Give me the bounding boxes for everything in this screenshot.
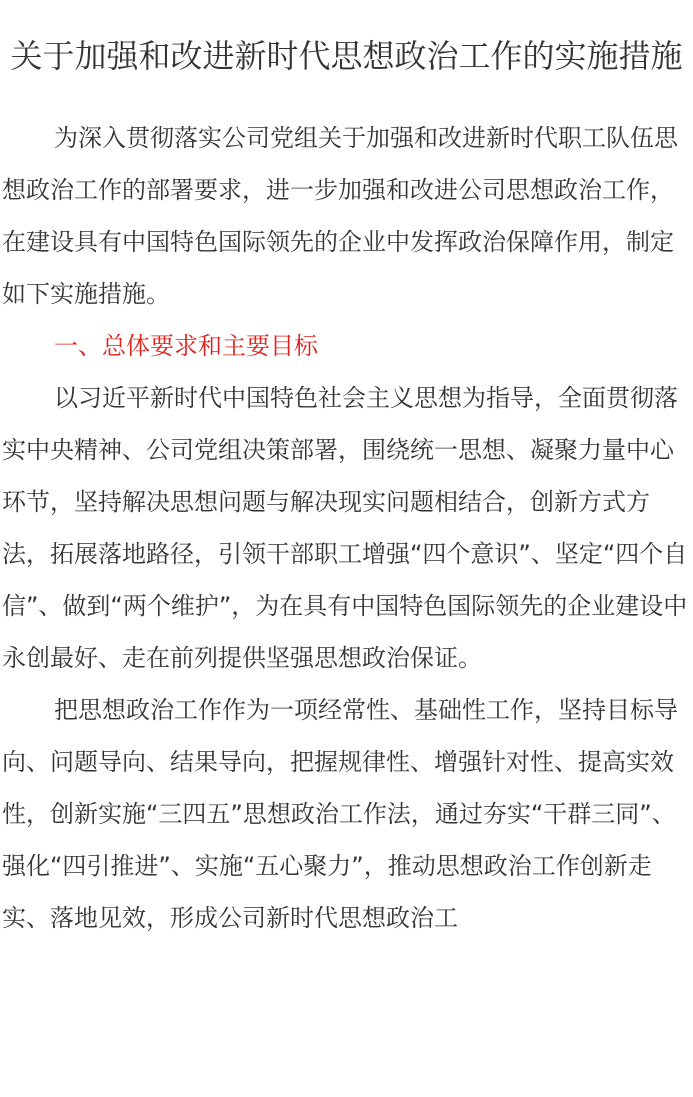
section-heading: 一、总体要求和主要目标: [54, 332, 318, 360]
intro-paragraph: 为深入贯彻落实公司党组关于加强和改进新时代职工队伍思想政治工作的部署要求，进一步加强和改进公司思想政治工作，在建设具有中国特色国际领先的企业中发挥政治保障作用，制定如下实施措施。: [2, 124, 678, 308]
section-paragraph-2: 把思想政治工作作为一项经常性、基础性工作，坚持目标导向、问题导向、结果导向，把握规律性、增强针对性、提高实效性，创新实施“三四五”思想政治工作法，通过夯实“干群三同”、强化“四引推进”、实施“五心聚力”，推动思想政治工作创新走实、落地见效，形成公司新时代思想政治工: [2, 696, 678, 932]
document-body: [2, 112, 691, 944]
document-title: 关于加强和改进新时代思想政治工作的实施措施: [10, 37, 683, 75]
section-paragraph-1: 以习近平新时代中国特色社会主义思想为指导，全面贯彻落实中央精神、公司党组决策部署，围绕统一思想、凝聚力量中心环节，坚持解决思想问题与解决现实问题相结合，创新方式方法，拓展落地路径，引领干部职工增强“四个意识”、坚定“四个自信”、做到“两个维护”，为在具有中国特色国际领先的企业建设中永创最好、走在前列提供坚强思想政治保证。: [2, 384, 688, 672]
